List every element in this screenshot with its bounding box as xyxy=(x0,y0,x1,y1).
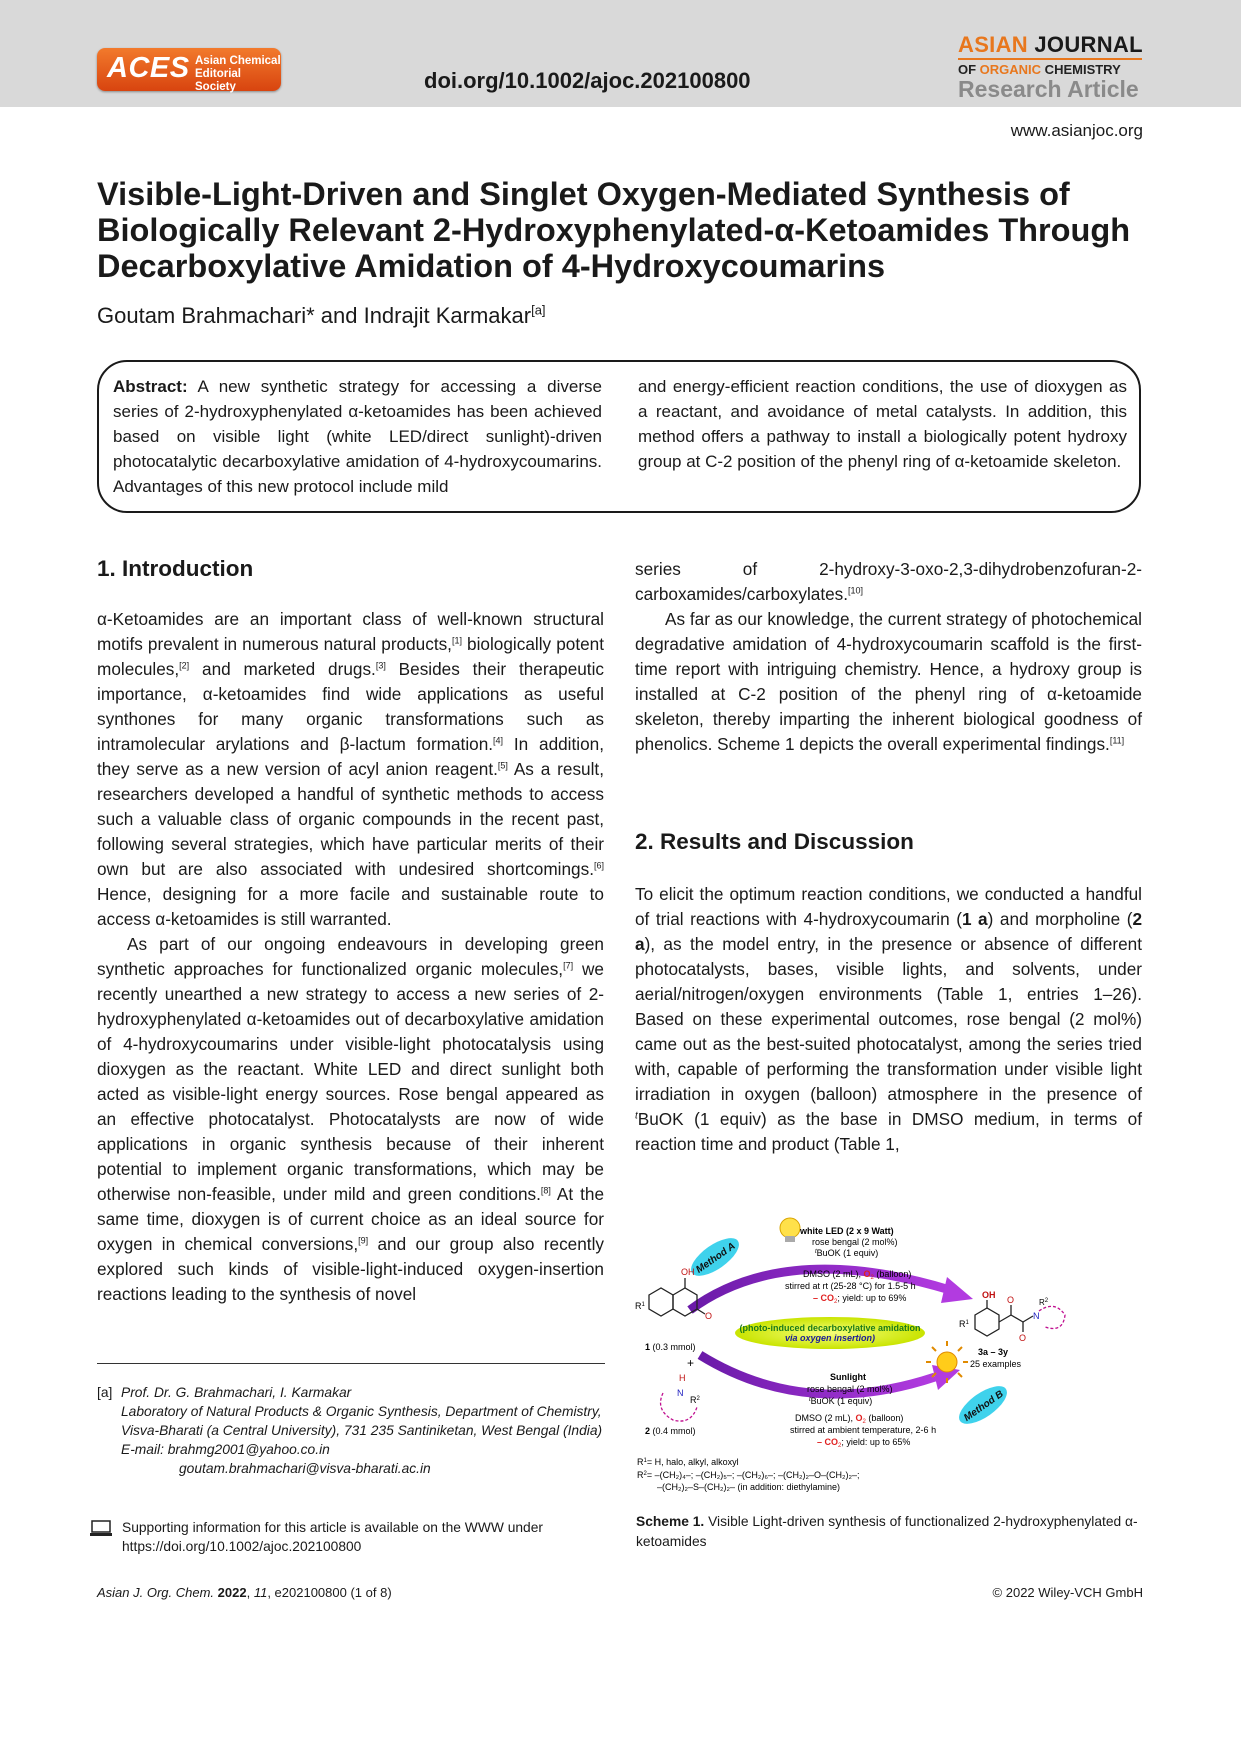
base-b-label: $^t$BuOK (1 equiv) xyxy=(809,1396,873,1406)
abstract-left: Abstract: A new synthetic strategy for accessing a diverse series of 2-hydroxyphenylated α-ketoamides has been achieved based on visible light (white LED/direct sunlight)-driven photocatalytic decarboxylative amidation of 4-hydroxycoumarins. Advantages of this new protocol include mild xyxy=(113,377,602,496)
ref-9[interactable]: [9] xyxy=(358,1235,369,1246)
ref-2[interactable]: [2] xyxy=(179,660,190,671)
r2-definition: $R^2= -(CH_2)_4-$; –(CH₂)₅–; –(CH₂)₆–; –(CH₂)₂–O–(CH₂)₂–; xyxy=(637,1470,860,1480)
plus-sign: + xyxy=(687,1356,695,1370)
solvent-a-label: DMSO (2 mL), $O_2$ (balloon) xyxy=(803,1269,912,1281)
rb-a-label: rose bengal (2 mol%) xyxy=(812,1237,898,1247)
ref-6[interactable]: [6] xyxy=(593,860,604,871)
examples-count: 25 examples xyxy=(970,1359,1022,1369)
ref-10[interactable]: [10] xyxy=(848,585,864,596)
white-led-label: white LED (2 x 9 Watt) xyxy=(800,1226,894,1236)
results-body xyxy=(635,882,1142,1157)
affiliation-footnote: [a] Prof. Dr. G. Brahmachari, I. Karmakar Laboratory of Natural Products & Organic Synthesis, Department of Chemistry, Visva-Bharati (a Central University), 731 235 Santiniketan, West Bengal (India) E-mail: brahmg2001@yahoo.co.in goutam.brahmachari@visva-bharati.ac.in xyxy=(97,1383,605,1478)
right-paragraph-2: As far as our knowledge, the current strategy of photochemical degradative amidation of 4-hydroxycoumarin scaffold is the first-time report with intriguing chemistry. Hence, a hydroxy group is installed at C-2 position of the phenyl ring of α-ketoamide skeleton, thereby imparting the inherent biological goodness of phenolics. Scheme 1 depicts the overall experimental findings.[11] xyxy=(635,609,1142,754)
ref-7[interactable]: [7] xyxy=(563,960,574,971)
product-range: 3a – 3y xyxy=(978,1347,1009,1357)
ref-8[interactable]: [8] xyxy=(540,1185,551,1196)
ref-11[interactable]: [11] xyxy=(1109,735,1125,746)
product-n: N xyxy=(1033,1311,1040,1321)
solvent-b-label: DMSO (2 mL), $O_2$ (balloon) xyxy=(795,1413,904,1425)
time-b-label: stirred at ambient temperature, 2-6 h xyxy=(790,1425,937,1435)
rb-b-label: rose bengal (2 mol%) xyxy=(807,1384,893,1394)
ref-5[interactable]: [5] xyxy=(497,760,508,771)
center-label-1: (photo-induced decarboxylative amidation xyxy=(739,1323,921,1333)
compound-2-r2: $R^2$ xyxy=(690,1395,700,1405)
compound-2-label: 2 (0.4 mmol) xyxy=(645,1426,696,1436)
section-heading-introduction: 1. Introduction xyxy=(97,556,254,581)
scheme-1-figure xyxy=(635,1215,1135,1497)
journal-website[interactable]: www.asianjoc.org xyxy=(1010,121,1143,140)
base-a-label: $^t$BuOK (1 equiv) xyxy=(815,1248,879,1258)
product-o1: O xyxy=(1007,1295,1015,1305)
product-oh: OH xyxy=(982,1290,996,1300)
ref-1[interactable]: [1] xyxy=(451,635,462,646)
compound-1-r1: $R^1$ xyxy=(635,1301,645,1311)
introduction-body xyxy=(97,607,604,1307)
compound-1-label: 1 (0.3 mmol) xyxy=(645,1342,696,1352)
r2-definition-cont: –(CH₂)₂–S–(CH₂)₂– (in addition: diethylamine) xyxy=(657,1482,841,1492)
email-link-2[interactable]: goutam.brahmachari@visva-bharati.ac.in xyxy=(179,1461,431,1476)
authors: Goutam Brahmachari* and Indrajit Karmakar[a] xyxy=(97,302,546,328)
time-a-label: stirred at rt (25-28 °C) for 1.5-5 h xyxy=(785,1281,916,1291)
yield-a-label: – $CO_2$; yield: up to 69% xyxy=(813,1293,907,1305)
compound-2-n: N xyxy=(677,1388,684,1398)
sunlight-label: Sunlight xyxy=(830,1372,866,1382)
product-structure xyxy=(975,1300,1033,1336)
footer-citation: Asian J. Org. Chem. 2022, 11, e202100800 (1 of 8) xyxy=(97,1585,392,1600)
ref-4[interactable]: [4] xyxy=(493,735,504,746)
svg-text:Method A: Method A xyxy=(694,1240,738,1276)
computer-icon xyxy=(90,1520,112,1536)
journal-rule xyxy=(958,58,1142,60)
ref-3[interactable]: [3] xyxy=(375,660,386,671)
intro-paragraph-2: As part of our ongoing endeavours in developing green synthetic approaches for functionalized organic molecules,[7] we recently unearthed a new strategy to access a new series of 2-hydroxyphenylated α-ketoamides out of decarboxylative amidation of 4-hydroxycoumarins under visible-light photocatalysis using dioxygen as the reactant. White LED and direct sunlight both acted as visible-light energy sources. Rose bengal appeared as an effective photocatalyst. Photocatalysts are now of wide applications in organic synthesis because of their inherent potential to implement organic transformations, which may be otherwise non-feasible, under mild and green conditions.[8] At the same time, dioxygen is of current choice as an ideal source for oxygen in chemical conversions,[9] and our group also recently explored such kinds of visible-light-induced oxygen-insertion reactions leading to the synthesis of novel xyxy=(97,934,605,1304)
method-a-arrowhead xyxy=(941,1277,973,1303)
right-paragraph-3: To elicit the optimum reaction conditions, we conducted a handful of trial reactions with 4-hydroxycoumarin (1 a) and morpholine (2 a), as the model entry, in the presence or absence of different photocatalysts, bases, visible lights, and solvents, under aerial/nitrogen/oxygen environments (Table 1, entries 1–26). Based on these experimental outcomes, rose bengal (2 mol%) came out as the best-suited photocatalyst, among the series tried with, capable of performing the transformation under visible light irradiation in oxygen (balloon) atmosphere in the presence of $^t$BuOK (1 equiv) as the base in DMSO medium, in terms of reaction time and product (Table 1, xyxy=(635,884,1142,1154)
affiliation-marker[interactable]: [a] xyxy=(531,302,546,318)
article-type: Research Article xyxy=(958,76,1139,102)
email-link-1[interactable]: E-mail: brahmg2001@yahoo.co.in xyxy=(121,1442,330,1457)
doi-link[interactable]: doi.org/10.1002/ajoc.202100800 xyxy=(424,68,751,93)
product-r2: $R^2$ xyxy=(1039,1298,1049,1307)
footnote-rule xyxy=(97,1363,605,1364)
scheme-1-caption: Scheme 1. Visible Light-driven synthesis of functionalized 2-hydroxyphenylated α-ketoamides xyxy=(636,1514,1138,1549)
publisher-logo-text: ACES xyxy=(107,52,190,84)
results-body-top xyxy=(635,557,1142,757)
journal-name: ASIAN JOURNAL xyxy=(958,32,1143,57)
supporting-info-link[interactable]: Supporting information for this article is available on the WWW under https://doi.org/10.1002/ajoc.202100800 xyxy=(122,1520,543,1554)
intro-paragraph-1: α-Ketoamides are an important class of well-known structural motifs prevalent in numerous natural products,[1] biologically potent molecules,[2] and marketed drugs.[3] Besides their therapeutic importance, α-ketoamides find wide applications as useful synthones for many organic transformations such as intramolecular arylations and β-lactum formation.[4] In addition, they serve as a new version of acyl anion reagent.[5] As a result, researchers developed a handful of synthetic methods to access such a valuable class of organic compounds in the recent past, following several strategies, which have particular merits of their own but are also associated with undesired shortcomings.[6] Hence, designing for a more facile and sustainable route to access α-ketoamides is still warranted. xyxy=(97,609,604,929)
svg-text:Method B: Method B xyxy=(962,1388,1006,1424)
article-title: Visible-Light-Driven and Singlet Oxygen-Mediated Synthesis of Biologically Relevant 2-Hydroxyphenylated-α-Ketoamides Through Decarboxylative Amidation of 4-Hydroxycoumarins xyxy=(97,176,1131,284)
compound-2-h: H xyxy=(679,1373,686,1383)
center-label-2: via oxygen insertion) xyxy=(784,1333,876,1343)
section-heading-results: 2. Results and Discussion xyxy=(635,829,914,854)
product-r1: $R^1$ xyxy=(959,1319,969,1329)
publisher-name: Asian Chemical Editorial Society xyxy=(195,55,281,93)
compound-1-oh: OH xyxy=(681,1267,695,1277)
r1-definition: $R^1= H$, halo, alkyl, alkoxyl xyxy=(637,1457,739,1467)
light-bulb-icon xyxy=(780,1218,800,1242)
yield-b-label: – $CO_2$; yield: up to 65% xyxy=(817,1437,911,1449)
abstract-right: and energy-efficient reaction conditions, the use of dioxygen as a reactant, and avoidance of metal catalysts. In addition, this method offers a pathway to install a biologically potent hydroxy group at C-2 position of the phenyl ring of α-ketoamide skeleton. xyxy=(638,377,1127,471)
journal-subtitle: OF ORGANIC CHEMISTRY xyxy=(958,62,1121,77)
supporting-info-note xyxy=(90,1518,605,1556)
compound-1-o: O xyxy=(705,1311,713,1321)
method-b-badge xyxy=(953,1379,1013,1431)
right-paragraph-1: series of 2-hydroxy-3-oxo-2,3-dihydrobenzofuran-2-carboxamides/carboxylates.[10] xyxy=(635,559,1142,604)
footer-copyright: © 2022 Wiley-VCH GmbH xyxy=(992,1585,1143,1600)
product-o2: O xyxy=(1019,1333,1027,1343)
publisher-logo[interactable] xyxy=(97,48,281,91)
